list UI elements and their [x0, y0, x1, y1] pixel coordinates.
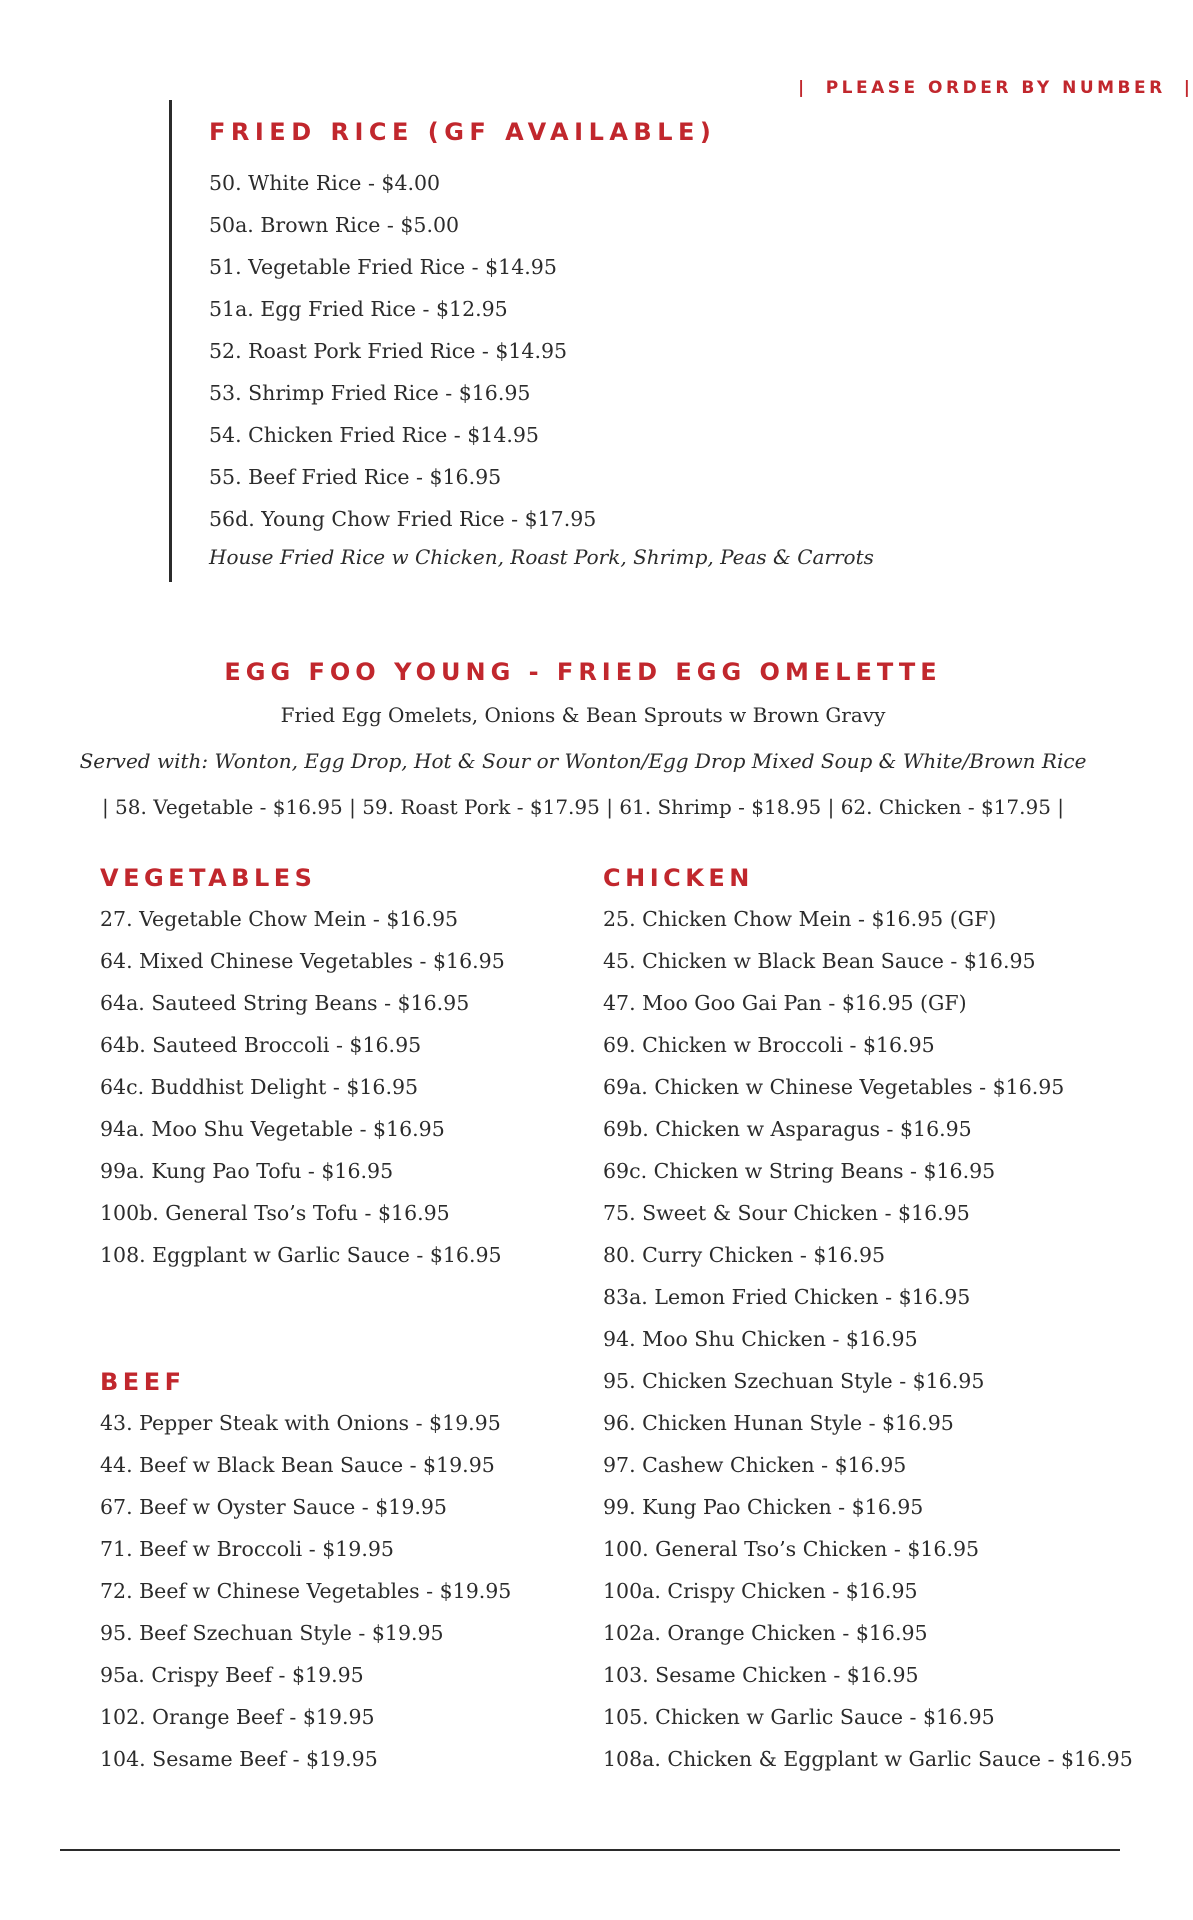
order-instruction — [780, 76, 1193, 100]
menu-item: 55. Beef Fried Rice - $16.95 — [209, 465, 502, 489]
menu-item: 69b. Chicken w Asparagus - $16.95 — [603, 1117, 972, 1141]
egg-foo-young-options: | 58. Vegetable - $16.95 | 59. Roast Pork - $17.95 | 61. Shrimp - $18.95 | 62. Chicken - $17.95 | — [101, 795, 1065, 819]
bottom-divider — [60, 1849, 1120, 1851]
menu-item: 64a. Sauteed String Beans - $16.95 — [100, 991, 470, 1015]
menu-item: 103. Sesame Chicken - $16.95 — [603, 1663, 919, 1687]
menu-item: 47. Moo Goo Gai Pan - $16.95 (GF) — [603, 991, 967, 1015]
menu-item: 100a. Crispy Chicken - $16.95 — [603, 1579, 918, 1603]
menu-item: 50a. Brown Rice - $5.00 — [209, 213, 460, 237]
menu-item: 51. Vegetable Fried Rice - $14.95 — [209, 255, 557, 279]
menu-item: 95. Beef Szechuan Style - $19.95 — [100, 1621, 444, 1645]
menu-item: 69. Chicken w Broccoli - $16.95 — [603, 1033, 935, 1057]
vegetables-section — [100, 858, 560, 1276]
menu-item: 44. Beef w Black Bean Sauce - $19.95 — [100, 1453, 495, 1477]
egg-foo-young-section — [60, 652, 1106, 822]
beef-heading: BEEF — [100, 1368, 186, 1396]
menu-item: 100b. General Tso’s Tofu - $16.95 — [100, 1201, 450, 1225]
menu-item: 105. Chicken w Garlic Sauce - $16.95 — [603, 1705, 995, 1729]
order-instruction-text: PLEASE ORDER BY NUMBER — [825, 78, 1166, 98]
menu-item: 100. General Tso’s Chicken - $16.95 — [603, 1537, 980, 1561]
egg-foo-young-heading: EGG FOO YOUNG - FRIED EGG OMELETTE — [224, 658, 942, 686]
menu-item: 108. Eggplant w Garlic Sauce - $16.95 — [100, 1243, 502, 1267]
chicken-section — [603, 858, 1133, 1780]
fried-rice-note: House Fried Rice w Chicken, Roast Pork, Shrimp, Peas & Carrots — [209, 545, 874, 569]
menu-item: 56d. Young Chow Fried Rice - $17.95 — [209, 507, 597, 531]
menu-item: 95a. Crispy Beef - $19.95 — [100, 1663, 364, 1687]
menu-item: 80. Curry Chicken - $16.95 — [603, 1243, 886, 1267]
menu-item: 50. White Rice - $4.00 — [209, 171, 441, 195]
divider-bar-right: | — [1183, 78, 1193, 98]
beef-section — [100, 1362, 560, 1780]
fried-rice-heading: FRIED RICE (GF AVAILABLE) — [209, 118, 717, 146]
menu-item: 94. Moo Shu Chicken - $16.95 — [603, 1327, 918, 1351]
menu-item: 97. Cashew Chicken - $16.95 — [603, 1453, 907, 1477]
menu-item: 52. Roast Pork Fried Rice - $14.95 — [209, 339, 568, 363]
menu-item: 69a. Chicken w Chinese Vegetables - $16.95 — [603, 1075, 1065, 1099]
egg-foo-young-served-with: Served with: Wonton, Egg Drop, Hot & Sour or Wonton/Egg Drop Mixed Soup & White/Brown Rice — [79, 749, 1087, 773]
menu-item: 51a. Egg Fried Rice - $12.95 — [209, 297, 508, 321]
menu-item: 95. Chicken Szechuan Style - $16.95 — [603, 1369, 985, 1393]
menu-item: 102a. Orange Chicken - $16.95 — [603, 1621, 928, 1645]
chicken-heading: CHICKEN — [603, 864, 754, 892]
menu-item: 102. Orange Beef - $19.95 — [100, 1705, 375, 1729]
menu-item: 99. Kung Pao Chicken - $16.95 — [603, 1495, 924, 1519]
section-vertical-rule — [169, 100, 172, 582]
menu-item: 64b. Sauteed Broccoli - $16.95 — [100, 1033, 422, 1057]
menu-item: 71. Beef w Broccoli - $19.95 — [100, 1537, 394, 1561]
menu-item: 108a. Chicken & Eggplant w Garlic Sauce - $16.95 — [603, 1747, 1133, 1771]
menu-item: 67. Beef w Oyster Sauce - $19.95 — [100, 1495, 447, 1519]
fried-rice-section — [169, 100, 874, 582]
menu-item: 53. Shrimp Fried Rice - $16.95 — [209, 381, 531, 405]
menu-item: 72. Beef w Chinese Vegetables - $19.95 — [100, 1579, 512, 1603]
menu-item: 43. Pepper Steak with Onions - $19.95 — [100, 1411, 501, 1435]
menu-item: 99a. Kung Pao Tofu - $16.95 — [100, 1159, 394, 1183]
fried-rice-list — [209, 162, 874, 574]
menu-item: 54. Chicken Fried Rice - $14.95 — [209, 423, 539, 447]
menu-item: 25. Chicken Chow Mein - $16.95 (GF) — [603, 907, 997, 931]
divider-bar-left: | — [798, 78, 808, 98]
egg-foo-young-description: Fried Egg Omelets, Onions & Bean Sprouts w Brown Gravy — [280, 703, 886, 727]
menu-item: 45. Chicken w Black Bean Sauce - $16.95 — [603, 949, 1036, 973]
menu-item: 75. Sweet & Sour Chicken - $16.95 — [603, 1201, 970, 1225]
menu-item: 96. Chicken Hunan Style - $16.95 — [603, 1411, 954, 1435]
menu-item: 83a. Lemon Fried Chicken - $16.95 — [603, 1285, 971, 1309]
menu-item: 94a. Moo Shu Vegetable - $16.95 — [100, 1117, 445, 1141]
menu-item: 104. Sesame Beef - $19.95 — [100, 1747, 378, 1771]
menu-item: 69c. Chicken w String Beans - $16.95 — [603, 1159, 996, 1183]
menu-item: 64c. Buddhist Delight - $16.95 — [100, 1075, 419, 1099]
menu-item: 64. Mixed Chinese Vegetables - $16.95 — [100, 949, 505, 973]
menu-item: 27. Vegetable Chow Mein - $16.95 — [100, 907, 459, 931]
vegetables-heading: VEGETABLES — [100, 864, 317, 892]
